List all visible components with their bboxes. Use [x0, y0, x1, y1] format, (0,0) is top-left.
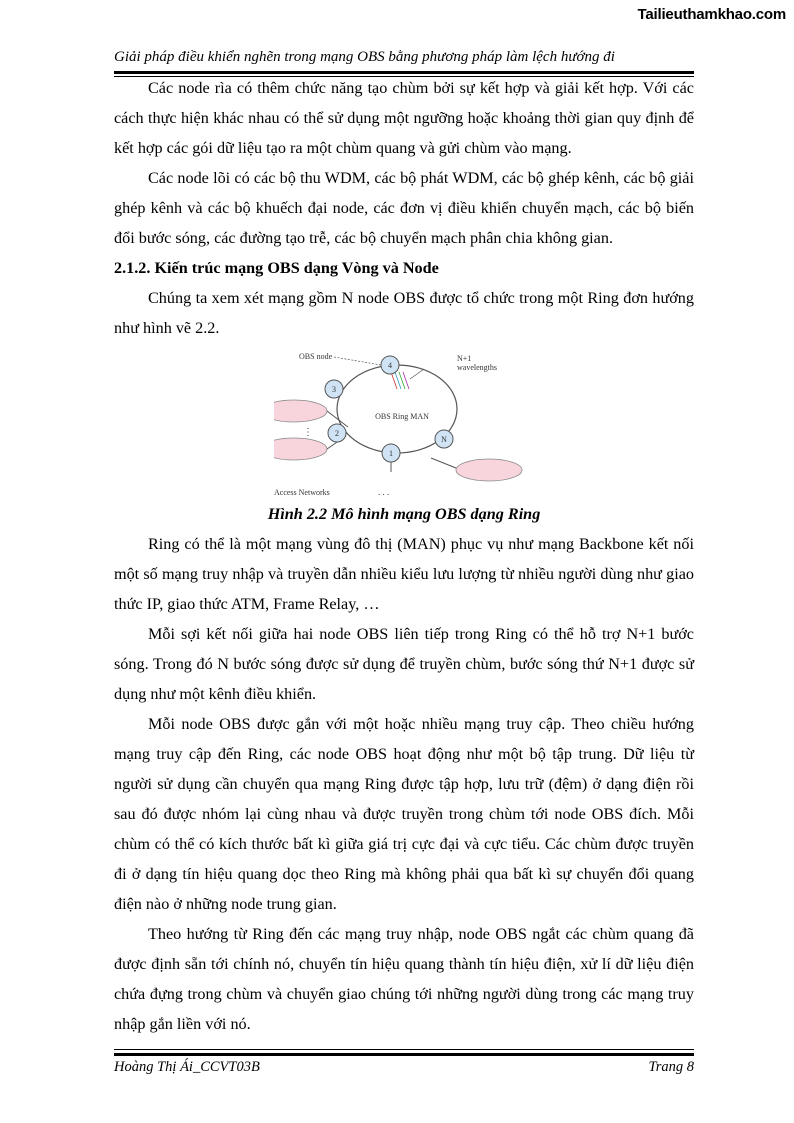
footer-rule-thin	[114, 1049, 694, 1050]
obs-ring-diagram	[274, 349, 574, 499]
watermark: Tailieuthamkhao.com	[637, 6, 786, 23]
paragraph-wavelengths: Mỗi sợi kết nối giữa hai node OBS liên tiếp trong Ring có thể hỗ trợ N+1 bước sóng. Trong đó N bước sóng được sử dụng để truyền chùm, bước sóng thứ N+1 được sử dụng như một kênh điều khiển.	[114, 625, 694, 703]
wavelength-pointer	[410, 369, 424, 379]
footer-author: Hoàng Thị Ái_CCVT03B	[114, 1059, 260, 1075]
section-heading: 2.1.2. Kiến trúc mạng OBS dạng Vòng và Node	[114, 259, 439, 277]
access-network-left-top	[274, 400, 327, 422]
wavelength-label-1: N+1	[457, 354, 472, 363]
figure-caption: Hình 2.2 Mô hình mạng OBS dạng Ring	[267, 505, 541, 523]
access-networks-label: Access Networks	[274, 488, 330, 497]
node-2-label: 2	[335, 429, 339, 438]
wavelength-label-2: wavelengths	[457, 363, 497, 372]
paragraph-ring-to-access: Theo hướng từ Ring đến các mạng truy nhập, node OBS ngắt các chùm quang đã được định sẵn tới chính nó, chuyển tín hiệu quang thành tín hiệu điện, xử lí dữ liệu điện chứa đựng trong chùm và chuyển giao chúng tới những người dùng trong các mạng truy nhập gắn liền với nó.	[114, 925, 694, 1033]
figure-obs-ring	[114, 349, 694, 499]
page-body	[114, 73, 694, 1039]
dots-bottom: . . .	[378, 487, 390, 497]
obs-node-label: OBS node	[299, 352, 333, 361]
node-1-label: 1	[389, 449, 393, 458]
footer-rule	[114, 1053, 694, 1056]
node-n-label: N	[441, 435, 447, 444]
access-network-bottom-right	[456, 459, 522, 481]
link-bottom-right	[431, 458, 456, 468]
node-3-label: 3	[332, 385, 336, 394]
footer-page-number: Trang 8	[648, 1059, 694, 1075]
access-network-left-bottom	[274, 438, 327, 460]
paragraph-edge-nodes: Các node rìa có thêm chức năng tạo chùm bởi sự kết hợp và giải kết hợp. Với các cách thực hiện khác nhau có thể sử dụng một ngưỡng hoặc khoảng thời gian quy định để kết hợp các gói dữ liệu tạo ra một chùm quang và gửi chùm vào mạng.	[114, 79, 694, 157]
header-title: Giải pháp điều khiển nghẽn trong mạng OBS bằng phương pháp làm lệch hướng đi	[114, 49, 615, 65]
obs-node-pointer	[334, 357, 381, 365]
dots-left: ⋮	[303, 427, 313, 438]
paragraph-ring-intro: Chúng ta xem xét mạng gồm N node OBS được tổ chức trong một Ring đơn hướng như hình vẽ 2.2.	[114, 289, 694, 337]
paragraph-core-nodes: Các node lõi có các bộ thu WDM, các bộ phát WDM, các bộ ghép kênh, các bộ giải ghép kênh và các bộ khuếch đại node, các đơn vị điều khiển chuyển mạch, các bộ biến đổi bước sóng, các đường tạo trễ, các bộ chuyển mạch phân chia không gian.	[114, 169, 694, 247]
node-4-label: 4	[388, 361, 392, 370]
ring-label: OBS Ring MAN	[375, 412, 429, 421]
paragraph-ring-man: Ring có thể là một mạng vùng đô thị (MAN) phục vụ như mạng Backbone kết nối một số mạng truy nhập và truyền dẫn nhiều kiểu lưu lượng từ nhiều người dùng như giao thức IP, giao thức ATM, Frame Relay, …	[114, 535, 694, 613]
paragraph-access: Mỗi node OBS được gắn với một hoặc nhiều mạng truy cập. Theo chiều hướng mạng truy cập đến Ring, các node OBS hoạt động như một bộ tập trung. Dữ liệu từ người sử dụng cần chuyển qua mạng Ring được tập hợp, lưu trữ (đệm) ở dạng điện rồi sau đó được nhóm lại cùng nhau và được truyền trong chùm tới node OBS đích. Mỗi chùm có thể có kích thước bất kì giữa giá trị cực đại và cực tiểu. Các chùm được truyền đi ở dạng tín hiệu quang dọc theo Ring mà không phải qua bất kì sự chuyển đổi quang điện nào ở những node trung gian.	[114, 715, 694, 913]
